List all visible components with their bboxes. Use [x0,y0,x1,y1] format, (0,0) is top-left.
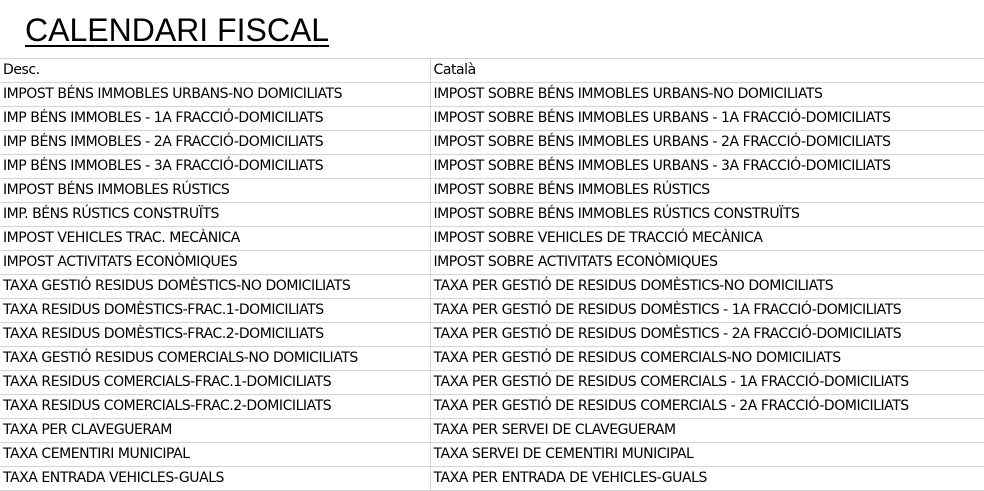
desc-cell[interactable]: IMPOST ACTIVITATS ECONÒMIQUES [0,251,430,275]
table-row [0,107,984,131]
table-row [0,419,984,443]
table-row [0,275,984,299]
catala-cell[interactable]: IMPOST SOBRE BÉNS IMMOBLES RÚSTICS [430,179,984,203]
desc-cell[interactable]: IMPOST BÉNS IMMOBLES RÚSTICS [0,179,430,203]
desc-cell[interactable]: TAXA RESIDUS COMERCIALS-FRAC.1-DOMICILIATS [0,371,430,395]
table-row [0,467,984,491]
catala-cell[interactable]: TAXA PER GESTIÓ DE RESIDUS DOMÈSTICS - 2A FRACCIÓ-DOMICILIATS [430,323,984,347]
catala-cell[interactable]: IMPOST SOBRE ACTIVITATS ECONÒMIQUES [430,251,984,275]
table-row [0,179,984,203]
table-row [0,347,984,371]
desc-cell[interactable]: TAXA RESIDUS DOMÈSTICS-FRAC.2-DOMICILIATS [0,323,430,347]
table-row [0,443,984,467]
desc-cell[interactable]: TAXA RESIDUS DOMÈSTICS-FRAC.1-DOMICILIATS [0,299,430,323]
column-header-catala[interactable]: Català [430,59,984,83]
desc-cell[interactable]: TAXA ENTRADA VEHICLES-GUALS [0,467,430,491]
table-row [0,227,984,251]
table-row [0,203,984,227]
table-row [0,155,984,179]
table-body [0,59,984,491]
table-row [0,131,984,155]
catala-cell[interactable]: TAXA PER SERVEI DE CLAVEGUERAM [430,419,984,443]
column-header-desc[interactable]: Desc. [0,59,430,83]
fiscal-calendar-table [0,58,984,491]
desc-cell[interactable]: IMP BÉNS IMMOBLES - 2A FRACCIÓ-DOMICILIATS [0,131,430,155]
catala-cell[interactable]: IMPOST SOBRE BÉNS IMMOBLES URBANS - 3A FRACCIÓ-DOMICILIATS [430,155,984,179]
desc-cell[interactable]: TAXA PER CLAVEGUERAM [0,419,430,443]
table-row [0,371,984,395]
catala-cell[interactable]: TAXA PER GESTIÓ DE RESIDUS COMERCIALS - 2A FRACCIÓ-DOMICILIATS [430,395,984,419]
desc-cell[interactable]: IMP BÉNS IMMOBLES - 1A FRACCIÓ-DOMICILIATS [0,107,430,131]
catala-cell[interactable]: TAXA PER GESTIÓ DE RESIDUS DOMÈSTICS - 1A FRACCIÓ-DOMICILIATS [430,299,984,323]
desc-cell[interactable]: TAXA CEMENTIRI MUNICIPAL [0,443,430,467]
table-row [0,251,984,275]
catala-cell[interactable]: TAXA PER ENTRADA DE VEHICLES-GUALS [430,467,984,491]
table-row [0,83,984,107]
table-row [0,395,984,419]
page-title: CALENDARI FISCAL [25,12,330,48]
desc-cell[interactable]: IMPOST BÉNS IMMOBLES URBANS-NO DOMICILIATS [0,83,430,107]
table-row [0,299,984,323]
catala-cell[interactable]: IMPOST SOBRE VEHICLES DE TRACCIÓ MECÀNICA [430,227,984,251]
catala-cell[interactable]: IMPOST SOBRE BÉNS IMMOBLES URBANS - 2A FRACCIÓ-DOMICILIATS [430,131,984,155]
desc-cell[interactable]: IMP BÉNS IMMOBLES - 3A FRACCIÓ-DOMICILIATS [0,155,430,179]
desc-cell[interactable]: TAXA RESIDUS COMERCIALS-FRAC.2-DOMICILIATS [0,395,430,419]
catala-cell[interactable]: TAXA PER GESTIÓ DE RESIDUS COMERCIALS - 1A FRACCIÓ-DOMICILIATS [430,371,984,395]
catala-cell[interactable]: IMPOST SOBRE BÉNS IMMOBLES URBANS - 1A FRACCIÓ-DOMICILIATS [430,107,984,131]
desc-cell[interactable]: TAXA GESTIÓ RESIDUS COMERCIALS-NO DOMICILIATS [0,347,430,371]
desc-cell[interactable]: IMPOST VEHICLES TRAC. MECÀNICA [0,227,430,251]
catala-cell[interactable]: IMPOST SOBRE BÉNS IMMOBLES URBANS-NO DOMICILIATS [430,83,984,107]
desc-cell[interactable]: IMP. BÉNS RÚSTICS CONSTRUÏTS [0,203,430,227]
catala-cell[interactable]: TAXA PER GESTIÓ DE RESIDUS COMERCIALS-NO DOMICILIATS [430,347,984,371]
table-row [0,323,984,347]
catala-cell[interactable]: IMPOST SOBRE BÉNS IMMOBLES RÚSTICS CONSTRUÏTS [430,203,984,227]
catala-cell[interactable]: TAXA PER GESTIÓ DE RESIDUS DOMÈSTICS-NO DOMICILIATS [430,275,984,299]
header-row [0,59,984,83]
desc-cell[interactable]: TAXA GESTIÓ RESIDUS DOMÈSTICS-NO DOMICILIATS [0,275,430,299]
catala-cell[interactable]: TAXA SERVEI DE CEMENTIRI MUNICIPAL [430,443,984,467]
